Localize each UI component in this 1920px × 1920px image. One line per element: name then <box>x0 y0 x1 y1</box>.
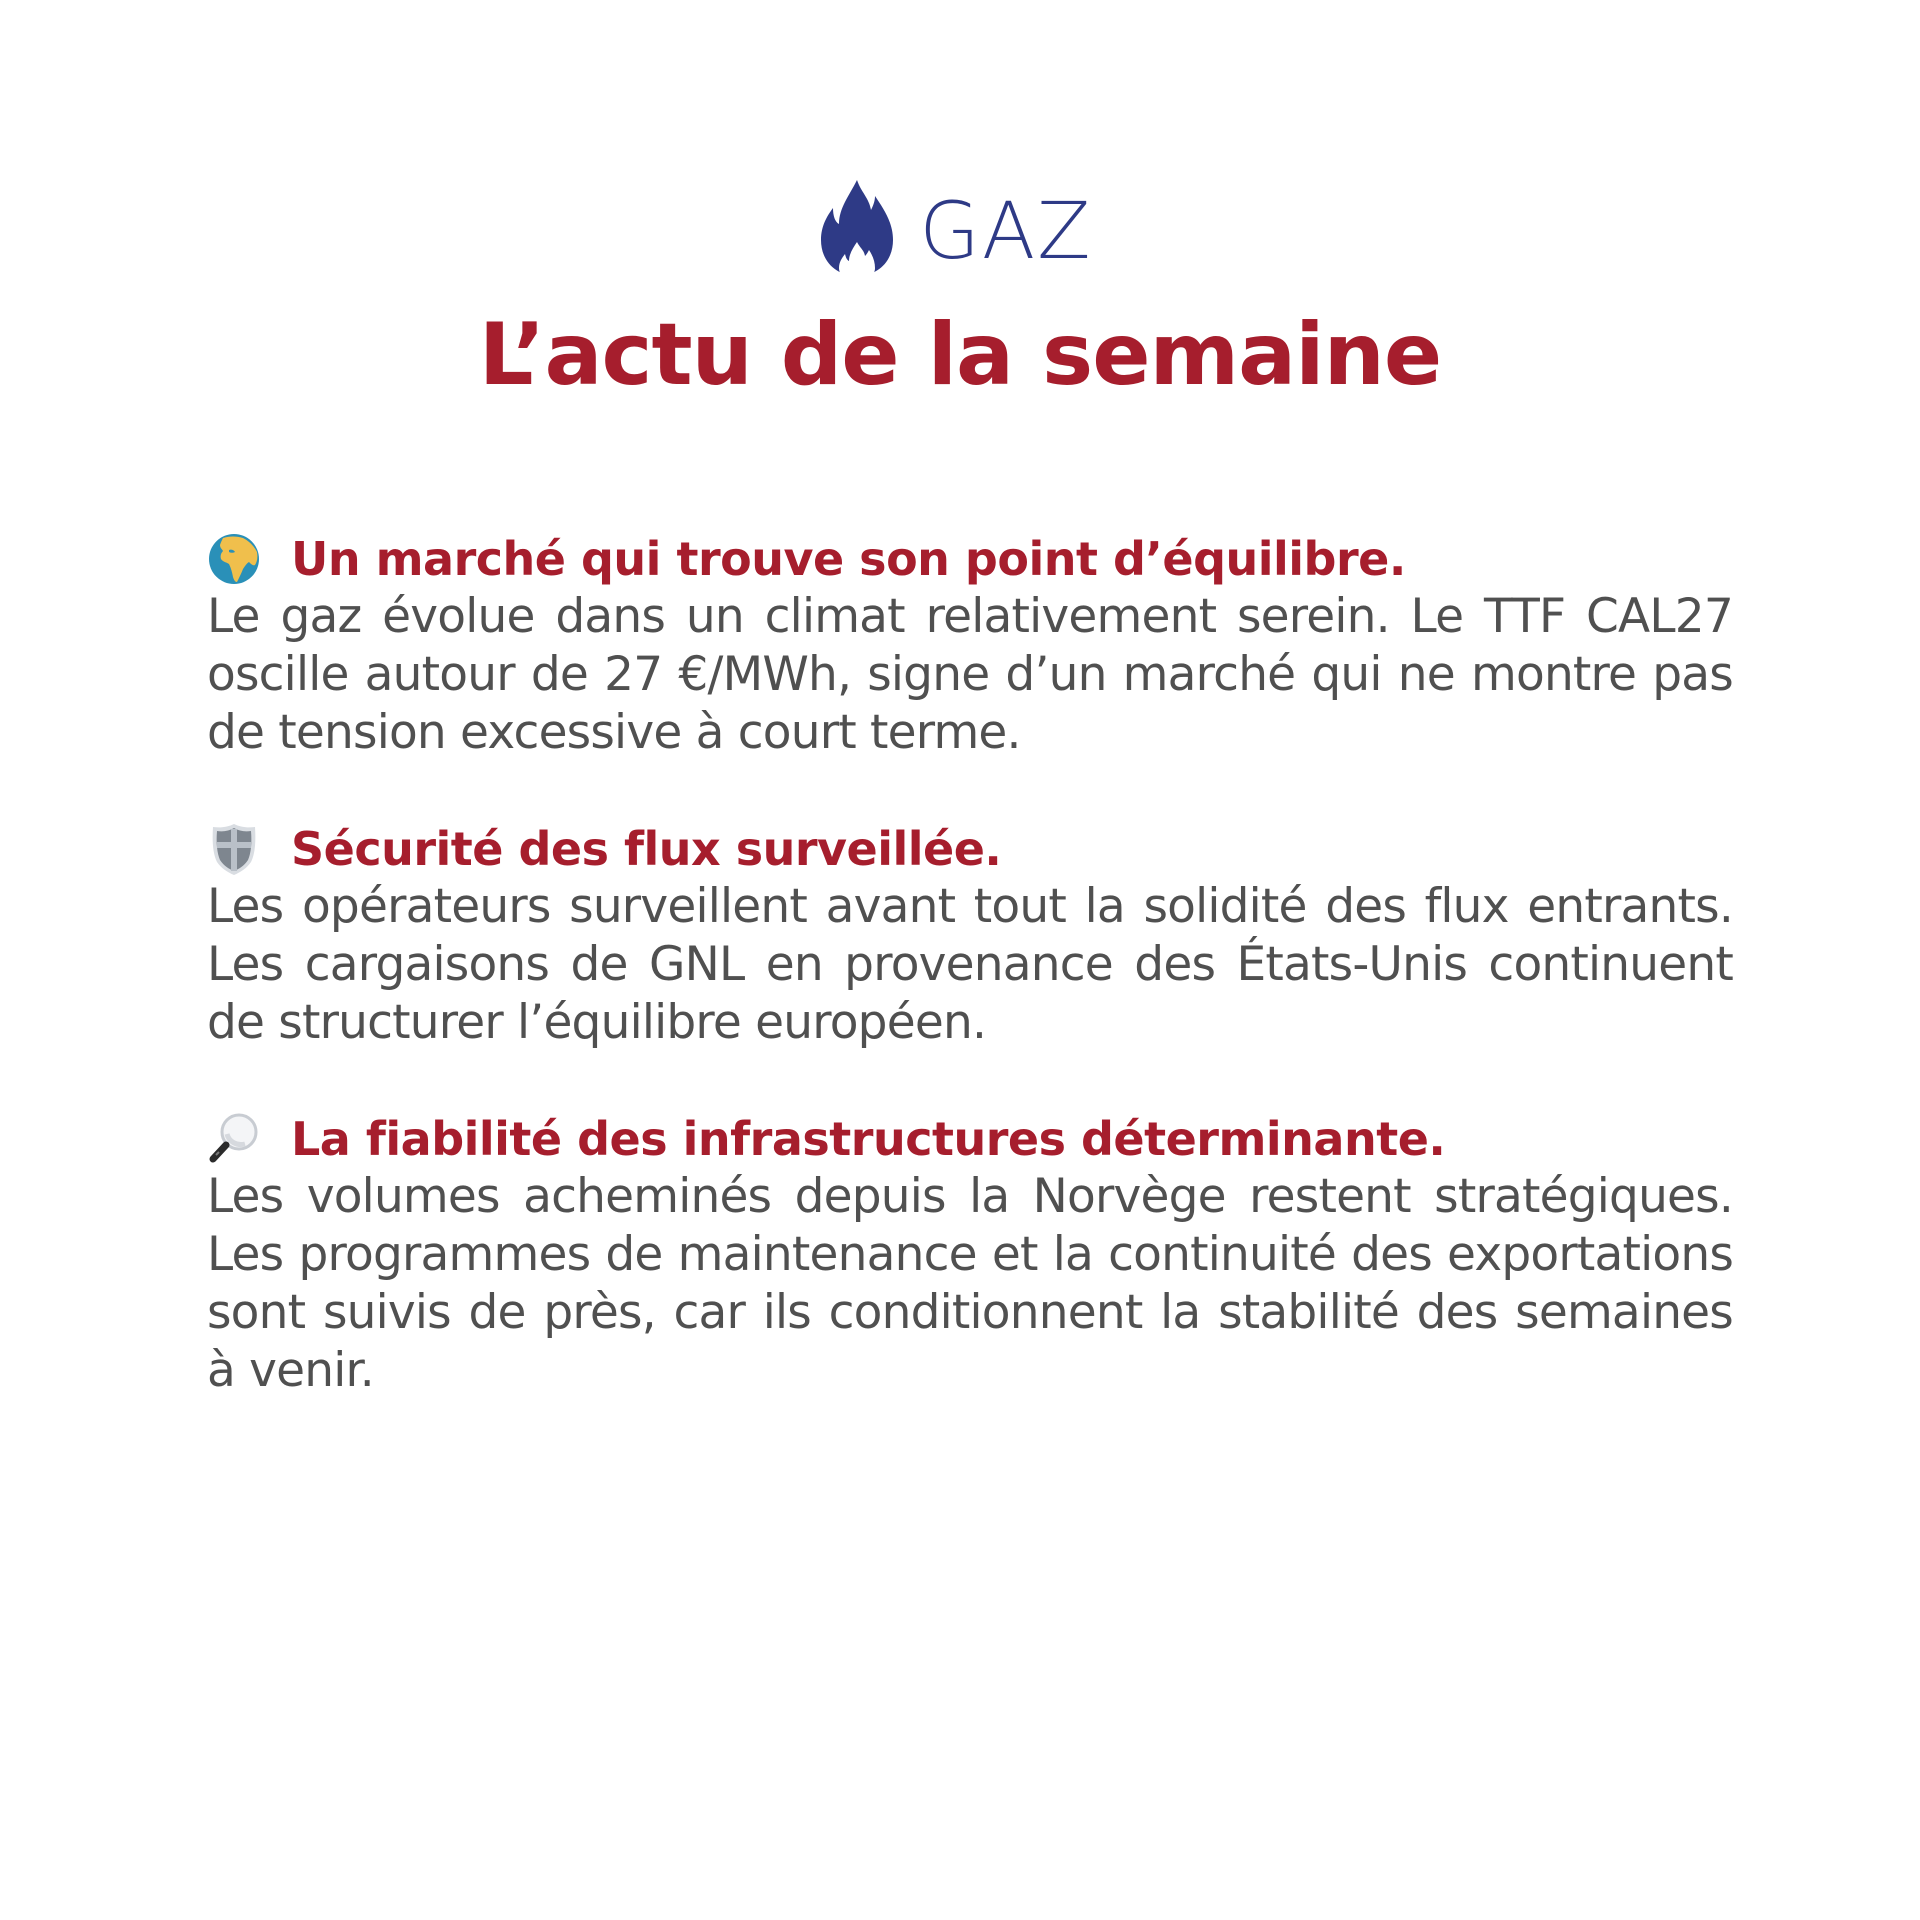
globe-europe-africa-icon <box>207 532 261 586</box>
news-item-body: Les volumes acheminés depuis la Norvège restent stratégiques. Les programmes de maintenance et la continuité des exportations sont suivis de près, car ils conditionnent la stabilité des semaines à venir. <box>207 1169 1733 1398</box>
news-item-body: Les opérateurs surveillent avant tout la solidité des flux entrants. Les cargaisons de GNL en provenance des États-Unis continuent de structurer l’équilibre européen. <box>207 879 1733 1050</box>
news-item <box>207 1110 1733 1400</box>
news-item-heading: La fiabilité des infrastructures déterminante. <box>291 1112 1446 1166</box>
news-item-heading: Sécurité des flux surveillée. <box>291 822 1002 876</box>
news-item <box>207 820 1733 1052</box>
shield-icon <box>207 822 261 876</box>
news-item-body: Le gaz évolue dans un climat relativement serein. Le TTF CAL27 oscille autour de 27 €/MWh, signe d’un marché qui ne montre pas de tension excessive à court terme. <box>207 589 1733 760</box>
news-list <box>207 530 1733 1458</box>
magnifying-glass-icon <box>207 1112 261 1166</box>
news-item-title-row <box>207 820 1733 878</box>
flame-icon <box>817 178 897 278</box>
news-item-heading: Un marché qui trouve son point d’équilibre. <box>291 532 1406 586</box>
page-title: L’actu de la semaine <box>478 305 1442 405</box>
news-item-title-row <box>207 1110 1733 1168</box>
category-header <box>0 178 1920 278</box>
category-label: GAZ <box>919 187 1093 277</box>
news-item <box>207 530 1733 762</box>
news-item-title-row <box>207 530 1733 588</box>
